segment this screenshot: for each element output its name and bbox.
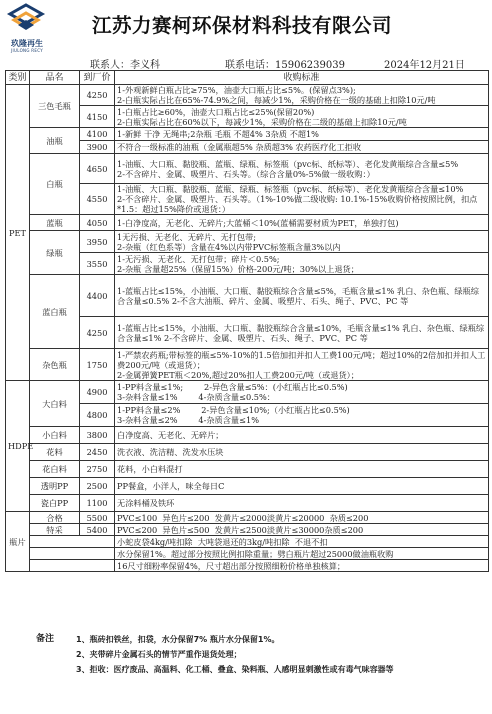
table-row: [6, 275, 489, 317]
standard-cell: PVC≤100 异色片≤200 发黄片≤2000淡黄片≤20000 杂质≤200: [115, 512, 489, 524]
price-cell: 4150: [80, 106, 115, 128]
standard-cell: 1-白净度高，无老化、无碎片;大蓝桶＜10%(蓝桶需要材质为PET，单独打包): [115, 215, 489, 231]
standard-cell: 水分保留1%。超过部分按照比例扣除重量；劈白瓶片超过25000做油瓶收购: [115, 548, 489, 560]
contact-phone: 联系电话：15906239039: [225, 60, 345, 71]
empty-cell: [30, 560, 115, 572]
table-row: [6, 478, 489, 495]
category-cell: PET: [6, 85, 30, 381]
price-cell: 4550: [80, 184, 115, 215]
product-cell: 蓝白瓶: [30, 275, 80, 349]
price-cell: 2450: [80, 444, 115, 461]
logo-name: 玖隆再生: [11, 39, 43, 48]
price-cell: 2500: [80, 478, 115, 495]
product-cell: 特采: [30, 524, 80, 536]
standard-cell: 1-新鲜 干净 无绳串;2杂瓶 毛瓶 不超4% 3杂质 不超1%: [115, 128, 489, 141]
standard-cell: 1-白瓶占比≥60%，油壶大口瓶占比≤25%(保留20%) 2-白瓶实际占比在60%以下，每减少1%，采购价格在二级的基础上扣除10元/吨: [115, 106, 489, 128]
header-product: 品名: [30, 71, 80, 85]
standard-cell: 花料，小白料混打: [115, 461, 489, 478]
note-item: 3、拒收：医疗废品、高温料、化工桶、叠盒、染料瓶、人感明显刺激性或有毒气味容器等: [76, 665, 394, 674]
standard-cell: 小蛇皮袋4kg/吨扣除 大吨袋退还的3kg/吨扣除 不退不扣: [115, 536, 489, 548]
price-cell: 4050: [80, 215, 115, 231]
product-cell: 小白料: [30, 427, 80, 444]
table-row: [6, 85, 489, 106]
header-price: 到厂价: [80, 71, 115, 85]
header-standard: 收购标准: [115, 71, 489, 85]
table-row: [6, 154, 489, 184]
standard-cell: 1-蓝瓶占比≤15%，小油瓶、大口瓶、黏胶瓶综合含量≤10%，毛瓶含量≤1% 乳白、杂色瓶、绿瓶综合含量≤1% 2-不含碎片、金属、吸塑片、石头、绳子、PVC、PC 等: [115, 317, 489, 349]
price-cell: 3550: [80, 253, 115, 275]
price-cell: 2750: [80, 461, 115, 478]
product-cell: 油瓶: [30, 128, 80, 154]
product-cell: 大白料: [30, 381, 80, 427]
table-row: [6, 524, 489, 536]
product-cell: 蓝瓶: [30, 215, 80, 231]
table-row: [6, 536, 489, 548]
note-item: 1、瓶砖扣铁丝，扣袋，水分保留7% 瓶片水分保留1%。: [76, 635, 280, 644]
table-row: [6, 444, 489, 461]
product-cell: 透明PP: [30, 478, 80, 495]
company-logo-icon: [8, 4, 44, 36]
standard-cell: PVC≤200 异色片≤500 发黄片≤2500淡黄片≤30000杂质≤200: [115, 524, 489, 536]
standard-cell: 1-PP料含量≤1%; 2-异色含量≤5%：(小红瓶占比≤0.5%) 3-杂料含量≤1% 4-杂质含量≤0.5%：: [115, 381, 489, 404]
standard-cell: 白净度高、无老化、无碎片；: [115, 427, 489, 444]
table-row: [6, 215, 489, 231]
product-cell: 合格: [30, 512, 80, 524]
product-cell: 花白料: [30, 461, 80, 478]
product-cell: 花料: [30, 444, 80, 461]
header-category: 类别: [6, 71, 30, 85]
notes-label: 备注: [36, 634, 55, 644]
standard-cell: 1-外观新鲜白瓶占比≥75%，油壶大口瓶占比≤5%。(保留点3%); 2-白瓶实际占比在65%-74.9%之间，每减少1%，采购价格在一级的基础上扣除10元/吨: [115, 85, 489, 106]
price-cell: 5500: [80, 512, 115, 524]
standard-cell: 洗衣液、洗洁精、洗发水压块: [115, 444, 489, 461]
category-cell: HDPE: [6, 381, 30, 512]
standard-cell: 1-PP料含量≤2% 2-异色含量≤10%;（小红瓶占比≤0.5%) 3-杂料含量≤2% 4-杂质含量≤1%: [115, 404, 489, 427]
standard-cell: 无涂料桶及铁环: [115, 495, 489, 512]
logo-subtitle: JIULONG RECY: [11, 48, 43, 53]
standard-cell: 1-油瓶、大口瓶、黏胶瓶、蓝瓶、绿瓶、标签瓶（pvc标、纸标等）、老化发黄瓶综合含量≤10% 2-不含碎片、金属、吸塑片、石头等。（1%-10%做二级收购: 10.1%-15%收购价格按照比例，扣点*1.5：超过15%降价或退货：）: [115, 184, 489, 215]
price-cell: 3900: [80, 141, 115, 154]
price-cell: 5400: [80, 524, 115, 536]
standard-cell: 不符合一级标准的油瓶（金属瓶超5% 杂质超3% 农药医疗化工拒收: [115, 141, 489, 154]
price-cell: 4100: [80, 128, 115, 141]
table-row: [6, 349, 489, 381]
empty-cell: [30, 536, 115, 548]
standard-cell: 16尺寸细粉率保留4%，尺寸超出部分按照细粉价格单独核算；: [115, 560, 489, 572]
table-row: [6, 512, 489, 524]
product-cell: 绿瓶: [30, 231, 80, 275]
product-cell: 杂色瓶: [30, 349, 80, 381]
table-row: [6, 461, 489, 478]
standard-cell: 1-无污损、无老化、无打包带；碎片＜0.5%; 2-杂瓶 含量超25%（保留15%）价格-200元/吨；30%以上退货；: [115, 253, 489, 275]
price-cell: 1750: [80, 349, 115, 381]
category-cell: 瓶片: [6, 512, 30, 572]
empty-cell: [30, 548, 115, 560]
table-row: [6, 495, 489, 512]
price-cell: 4900: [80, 381, 115, 404]
standard-cell: 1-严禁农药瓶;带标签的瓶≤5%-10%的1.5倍加扣并扣人工费100元/吨；超过10%的2倍加扣并扣人工费200元/吨（或退货）； 2-金属弹簧PET瓶＜20%,超过20%扣人工费200元/吨（或退货）；: [115, 349, 489, 381]
price-cell: 4400: [80, 275, 115, 317]
product-cell: 白瓶: [30, 154, 80, 215]
table-row: [6, 128, 489, 141]
price-cell: 4250: [80, 85, 115, 106]
contact-person: 联系人：李义科: [90, 60, 160, 71]
page-header: [0, 0, 492, 60]
price-cell: 1100: [80, 495, 115, 512]
table-row: [6, 381, 489, 404]
product-cell: 瓷白PP: [30, 495, 80, 512]
price-cell: 4800: [80, 404, 115, 427]
standard-cell: 1无污损、无老化、无碎片、无打包带; 2-杂瓶（红色系等）含量在4%以内带PVC标签瓶含量3%以内: [115, 231, 489, 253]
price-table: [5, 70, 489, 572]
standard-cell: 1-蓝瓶占比≤15%，小油瓶、大口瓶、黏胶瓶综合含量≤5%，毛瓶含量≤1% 乳白、杂色瓶、绿瓶综合含量≤0.5% 2-不含大油瓶、碎片、金属、吸塑片、石头、绳子、PVC、PC 等: [115, 275, 489, 317]
note-item: 2、夹带碎片金属石头的情节严重作退货处理；: [76, 650, 242, 659]
price-cell: 4650: [80, 154, 115, 184]
standard-cell: PP餐盒，小洋人，味全每日C: [115, 478, 489, 495]
product-cell: 三色毛瓶: [30, 85, 80, 128]
document-date: 2024年12月21日: [384, 60, 465, 71]
price-cell: 3800: [80, 427, 115, 444]
table-row: [6, 548, 489, 560]
table-row: [6, 427, 489, 444]
standard-cell: 1-油瓶、大口瓶、黏胶瓶、蓝瓶、绿瓶、标签瓶（pvc标、纸标等）、老化发黄瓶综合含量≤5% 2-不含碎片、金属、吸塑片、石头等。（综合含量0%-5%做一级收购：）: [115, 154, 489, 184]
price-cell: 3950: [80, 231, 115, 253]
company-title: 江苏力赛柯环保材料科技有限公司: [92, 14, 393, 37]
table-row: [6, 560, 489, 572]
table-row: [6, 231, 489, 253]
price-cell: 4250: [80, 317, 115, 349]
